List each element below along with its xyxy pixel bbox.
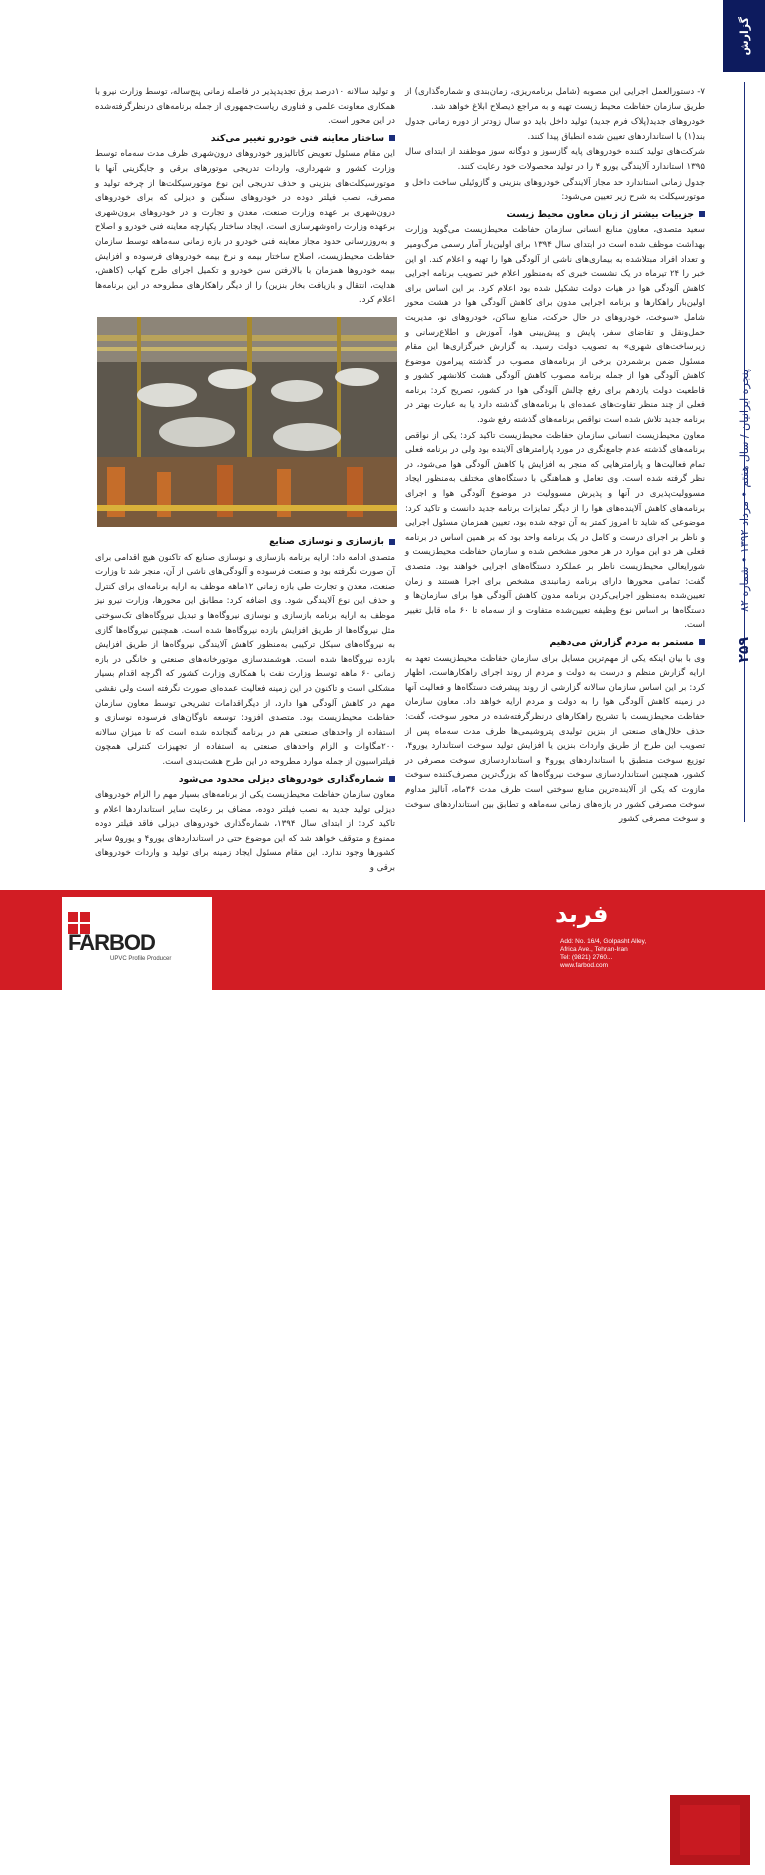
section-label: گزارش — [737, 16, 751, 56]
paragraph: معاون سازمان حفاظت محیط‌زیست یکی از برنامه‌های بسیار مهم را الزام خودروهای دیزلی تولید جدید به نصب فیلتر دوده، مضاف بر رعایت سایر استانداردها اعلام و تاکید کرد: از ابتدای سال ۱۳۹۴، شماره‌گذاری خودروهای دیزلی فاقد فیلتر دوده ممنوع و متوقف خواهد شد که این موضوع حتی در استانداردهای یورو۴ و یورو۵ سایر کشورها وجود ندارد. این مقام مسئول ایجاد زمینه برای تولید و واردات خودروهای برقی و — [94, 790, 396, 874]
paragraph: شرکت‌های تولید کننده خودروهای پایه گازسوز و دوگانه سوز موظفند از ابتدای سال ۱۳۹۵ استاندارد آلایندگی یورو ۴ را در تولید محصولات خود رعایت کنند. — [405, 147, 705, 172]
section-heading: شماره‌گذاری خودروهای دیزلی محدود می‌شود — [95, 773, 395, 788]
section-heading: ساختار معاینه فنی خودرو تغییر می‌کند — [95, 132, 395, 147]
paragraph: سعید متصدی، معاون منابع انسانی سازمان حفاظت محیط‌زیست می‌گوید وزارت بهداشت موظف شده است در ابتدای سال ۱۳۹۴ برای اولین‌بار آمار رسمی مرگ‌ومیر و تعداد افراد مبتلاشده به بیماری‌های ناشی از آلودگی هوا را تهیه و اعلام کند. او این خبر را ۲۴ تیرماه در یک نشست خبری که به‌منظور اعلام خبر تصویب برنامه اجرایی کاهش آلودگی هوا در هیات دولت تشکیل شده بود اعلام کرد. بر این اساس برای اولین‌بار راهکارها و برنامه اجرایی مدون برای کاهش آلودگی هوا در هشت محور شامل «سوخت، خودروهای در حال حرکت، منابع ساکن، خودروهای نو، مدیریت حمل‌ونقل و تقاضای سفر، پایش و پیش‌بینی هوا، آموزش و اطلاع‌رسانی و زیرساخت‌های شهری» به تصویب دولت رسید. به گزارش خبرگزاری‌ها این مقام مسئول ضمن برشمردن برخی از برنامه‌های مصوب در گذشته پیرامون موضوع کاهش آلودگی هوا از جمله برنامه مصوب کاهش آلودگی هشت کلانشهر کشور و قاطعیت دولت یازدهم برای رفع چالش آلودگی هوا در کشور، تصریح کرد: برنامه فعلی از چند منظر تفاوت‌های عمده‌ای با برنامه‌های گذشته دارد یا به عبارت بهتر در برنامه جدید تلاش شده است نواقص برنامه‌های گذشته رفع شود. — [405, 225, 706, 426]
section-tab — [723, 0, 765, 72]
paragraph: متصدی ادامه داد: ارایه برنامه بازسازی و نوسازی صنایع که تاکنون هیچ اقدامی برای آن صورت نگرفته بود و صنعت فرسوده و آلودگی‌های ناشی از آن، منجر شد تا وزارت صنعت، معدن و تجارت طی بازه زمانی ۱۲ماهه موظف به ارایه برنامه‌ای برای کنترل و حذف این نوع آلایندگی شود. وی اضافه کرد: مطابق این محورها، وزارت نیرو نیز موظف به ارایه برنامه بازسازی و نوسازی نیروگاه‌ها و تبدیل نیروگاه‌های تک‌سوختی مثل نیروگاه‌ها از طریق افزایش بازده نیروگاه‌ها شده است. همچنین نیروگاه‌ها گازی به نیروگاه‌های سیکل ترکیبی به‌منظور کاهش آلایندگی نیروگاه‌ها از طریق افزایش بازده نیروگاه‌ها شده است. هوشمندسازی موتورخانه‌های صنعتی و خانگی در بازه زمانی ۶۰ ماهه توسط وزارت نفت با همکاری وزارت کشور که اگرچه اقدام بسیار مشکلی است و تاکنون در این زمینه فعالیت عمده‌ای صورت نگرفته است ولی نقشی مهم در کاهش آلودگی هوا دارد، از دیگراقدامات تشریحی توسط معاون سازمان حفاظت محیط‌زیست بود. متصدی افزود: توسعه ناوگان‌های فرسوده نوسازی و استفاده از واحدهای صنعتی هم در برنامه گنجانده شده است که تا میزان سالانه ۲۰۰مگاوات و الزام واحدهای صنعتی به استفاده از تجهیزات کنترلی همچون فیلتراسیون از جمله موارد مطروحه در این طرح هشت‌بندی است. — [94, 552, 396, 767]
magazine-info — [733, 368, 755, 612]
page-number-text: ۲۵۹ — [736, 637, 752, 663]
page-number — [729, 630, 759, 670]
section-heading: جزییات بیشتر از زبان معاون محیط زیست — [405, 208, 705, 223]
ad-address-line: Africa Ave., Tehran-Iran — [560, 946, 628, 953]
paragraph: این مقام مسئول تعویض کاتالیزور خودروهای درون‌شهری ظرف مدت سه‌ماه توسط وزارت کشور و شهرداری، واردات تدریجی موتورهای برقی و جایگزینی آنها با موتورسیکلت‌های بنزینی و حذف تدریجی این نوع موتورسیکلت‌ها از چرخه تولید و مصرف، نصب فیلتر دوده در خودروهای سنگین و دیزلی که برای خودروهای درون‌شهری بر عهده وزارت صنعت، معدن و تجارت و در خودروهای برون‌شهری برعهده وزارت راه‌وشهرسازی است، ایجاد ساختار یکپارچه معاینه فنی خودرو و اصلاح و به‌روزرسانی حدود مجاز معاینه فنی خودرو در بازه زمانی سه‌ماهه توسط سازمان حفاظت محیط‌زیست، اصلاح ساختار بیمه و نرخ بیمه خودروهای فرسوده و افزایش بیمه خودروها همزمان با بالارفتن سن خودرو و تکمیل اجرای طرح کهاب (کاهش، هدایت، انتقال و بازیافت بخار بنزین) را از دیگر راهکارهای مطروحه در این برنامه‌ها اعلام کرد. — [95, 149, 395, 306]
car-assembly-line-image — [97, 317, 397, 527]
factory-photo — [97, 317, 397, 527]
article-column-left-top — [95, 85, 395, 309]
ad-address-line: Tel: (9821) 2760... — [560, 954, 613, 961]
ad-address-line: Add: No. 16/4, Golpasht Alley, — [560, 938, 647, 945]
paragraph: جدول زمانی استاندارد حد مجاز آلایندگی خودروهای بنزینی و گازوئیلی ساخت داخل و موتورسیکلت به شرح زیر تعیین می‌شود: — [405, 177, 705, 203]
ad-tagline: UPVC Profile Producer — [110, 956, 172, 962]
ad-address-line: www.farbod.com — [560, 962, 609, 969]
paragraph: و تولید سالانه ۱۰درصد برق تجدیدپذیر در فاصله زمانی پنج‌ساله، توسط وزارت نیرو با همکاری معاونت علمی و فناوری ریاست‌جمهوری از جمله برنامه‌های درنظرگرفته‌شده در این محور است. — [95, 87, 395, 127]
ad-brand-fa: فربد — [555, 900, 609, 928]
article-column-left-bottom — [95, 532, 395, 877]
sidebar — [719, 0, 765, 890]
ad-address — [560, 938, 646, 970]
paragraph: خودروهای جدید(پلاک فرم جدید) تولید داخل باید دو سال زودتر از دوره زمانی جدول بند(۱) با استانداردهای تعیین شده انطباق پیدا کنند. — [405, 117, 705, 142]
section-heading: بازسازی و نوسازی صنایع — [95, 535, 395, 550]
paragraph: ۷- دستورالعمل اجرایی این مصوبه (شامل برنامه‌ریزی، زمان‌بندی و شماره‌گذاری) از طریق سازمان حفاظت محیط زیست تهیه و به مراجع ذیصلاح ابلاغ خواهد شد. — [405, 87, 705, 112]
pipe-graphic-icon — [660, 1785, 760, 1875]
magazine-info-text: پنجره ایرانیان / سال هفتم • مرداد ۱۳۹۲ • شماره ۸۲ — [737, 368, 751, 612]
ad-brand-en: FARBOD — [68, 930, 155, 955]
paragraph: وی با بیان اینکه یکی از مهم‌ترین مسایل برای سازمان حفاظت محیط‌زیست تعهد به ارایه گزارش منظم و درست به دولت و مردم از روند اجرای راهکارهاست، اظهار کرد: بر این اساس سازمان سالانه گزارشی از روند پیشرفت دستگاه‌ها و فعالیت آنها در زمینه کاهش آلودگی هوا را به دولت و مردم ارایه خواهد داد. معاون سازمان حفاظت محیط‌زیست با تشریح راهکارهای درنظرگرفته‌شده در محور سوخت، گفت: حذف حلال‌های صنعتی از بنزین تولیدی پتروشیمی‌ها ظرف مدت سه‌ماه پس از تصویب این طرح از طریق واردات بنزین یا افزایش تولید سوخت استاندارد یورو۴، توزیع سوخت منطبق با استانداردهای یورو۴ و استانداردسازی سوخت مصرفی در کشور، همچنین استانداردسازی سوخت نیروگاه‌ها که بزرگ‌ترین مصرف‌کننده سوخت مازوت که یکی از آلاینده‌ترین منابع سوختی است ظرف مدت ۳۶ماه، آنالیز مداوم سوخت مصرفی کشور در بازه‌های زمانی سه‌ماهه و تطابق بین استانداردهای سوخت و سوخت مصرفی کشور — [405, 653, 705, 825]
section-heading: مستمر به مردم گزارش می‌دهیم — [405, 636, 705, 651]
paragraph: معاون محیط‌زیست انسانی سازمان حفاظت محیط‌زیست تاکید کرد: یکی از نواقص برنامه‌های گذشته عدم جامع‌نگری در مورد پارامترهای آلاینده بود ولی در برنامه فعلی تمام فعالیت‌ها و پارامترهایی که منجر به افزایش یا کاهش آلودگی هوا می‌شود، در نظر گرفته شده است. وی تعامل و هماهنگی با دستگاه‌های مختلف به‌منظور ایجاد مسوولیت‌پذیری در آنها و پذیرش مسوولیت در موضوع آلودگی هوا و اجرای برنامه‌های کاهش آلاینده‌های هوا را از دیگر تمایزات برنامه جدید دانست و تاکید کرد: موضوعی که شاید تا امروز کمتر به آن توجه شده بود، تعیین همزمان مسئول اجرایی و ناظر بر اجرای درست و کامل در یک برنامه واحد بود که بر همین اساس در برنامه فعلی هر دو این موارد در هر محور مشخص شده و سازمان حفاظت محیط‌زیست و شورایعالی محیط‌زیست ناظر بر عملکرد دستگاه‌های اجرایی خواهند بود. متصدی گفت: تمامی محورها دارای برنامه زمانبندی مشخص برای اجرا هستند و زمان تعیین‌شده به‌منظور اجرایی‌کردن برنامه مدون کاهش آلودگی هوا برای سازمان‌ها و دستگاه‌ها بر اساس نوع وظیفه تعیین‌شده متفاوت و از سه‌ماه تا ۶۰ ماه قابل تغییر است. — [405, 430, 705, 631]
article-column-right — [405, 85, 705, 828]
